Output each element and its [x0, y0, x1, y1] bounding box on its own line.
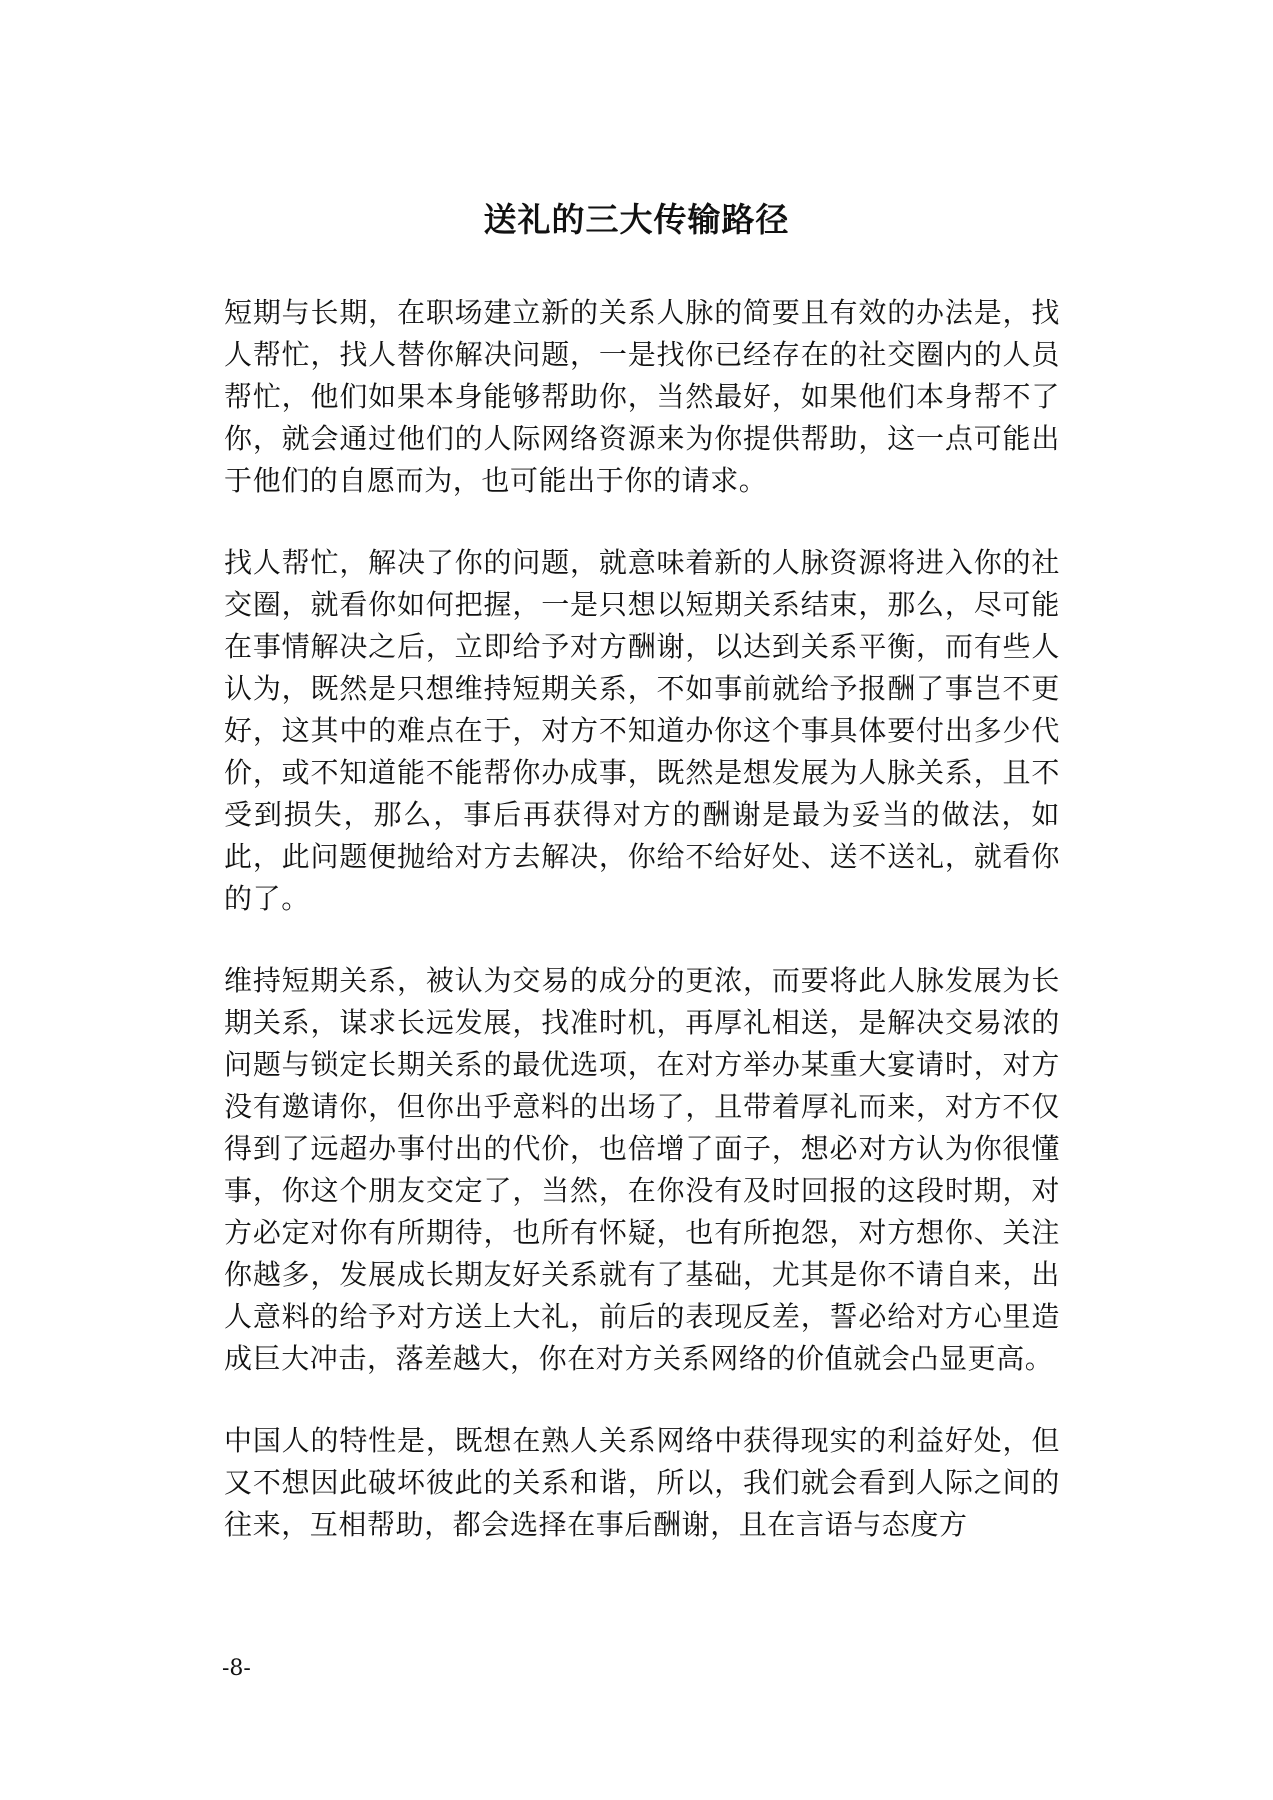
paragraph: 维持短期关系，被认为交易的成分的更浓，而要将此人脉发展为长期关系，谋求长远发展，找准时机，再厚礼相送，是解决交易浓的问题与锁定长期关系的最优选项，在对方举办某重大宴请时，对方没有邀请你，但你出乎意料的出场了，且带着厚礼而来，对方不仅得到了远超办事付出的代价，也倍增了面子，想必对方认为你很懂事，你这个朋友交定了，当然，在你没有及时回报的这段时期，对方必定对你有所期待，也所有怀疑，也有所抱怨，对方想你、关注你越多，发展成长期友好关系就有了基础，尤其是你不请自来，出人意料的给予对方送上大礼，前后的表现反差，誓必给对方心里造成巨大冲击，落差越大，你在对方关系网络的价值就会凸显更高。 — [224, 964, 1060, 1375]
paragraph: 找人帮忙，解决了你的问题，就意味着新的人脉资源将进入你的社交圈，就看你如何把握，一是只想以短期关系结束，那么，尽可能在事情解决之后，立即给予对方酬谢，以达到关系平衡，而有些人认为，既然是只想维持短期关系，不如事前就给予报酬了事岂不更好，这其中的难点在于，对方不知道办你这个事具体要付出多少代价，或不知道能不能帮你办成事，既然是想发展为人脉关系，且不受到损失，那么，事后再获得对方的酬谢是最为妥当的做法，如此，此问题便抛给对方去解决，你给不给好处、送不送礼，就看你的了。 — [224, 546, 1060, 915]
paragraph: 中国人的特性是，既想在熟人关系网络中获得现实的利益好处，但又不想因此破坏彼此的关系和谐，所以，我们就会看到人际之间的往来，互相帮助，都会选择在事后酬谢，且在言语与态度方 — [224, 1424, 1060, 1541]
page-title: 送礼的三大传输路径 — [483, 200, 790, 239]
page-number: -8- — [222, 1656, 251, 1681]
body-text — [224, 292, 1060, 1586]
paragraph: 短期与长期，在职场建立新的关系人脉的简要且有效的办法是，找人帮忙，找人替你解决问题，一是找你已经存在的社交圈内的人员帮忙，他们如果本身能够帮助你，当然最好，如果他们本身帮不了你，就会通过他们的人际网络资源来为你提供帮助，这一点可能出于他们的自愿而为，也可能出于你的请求。 — [224, 296, 1060, 497]
